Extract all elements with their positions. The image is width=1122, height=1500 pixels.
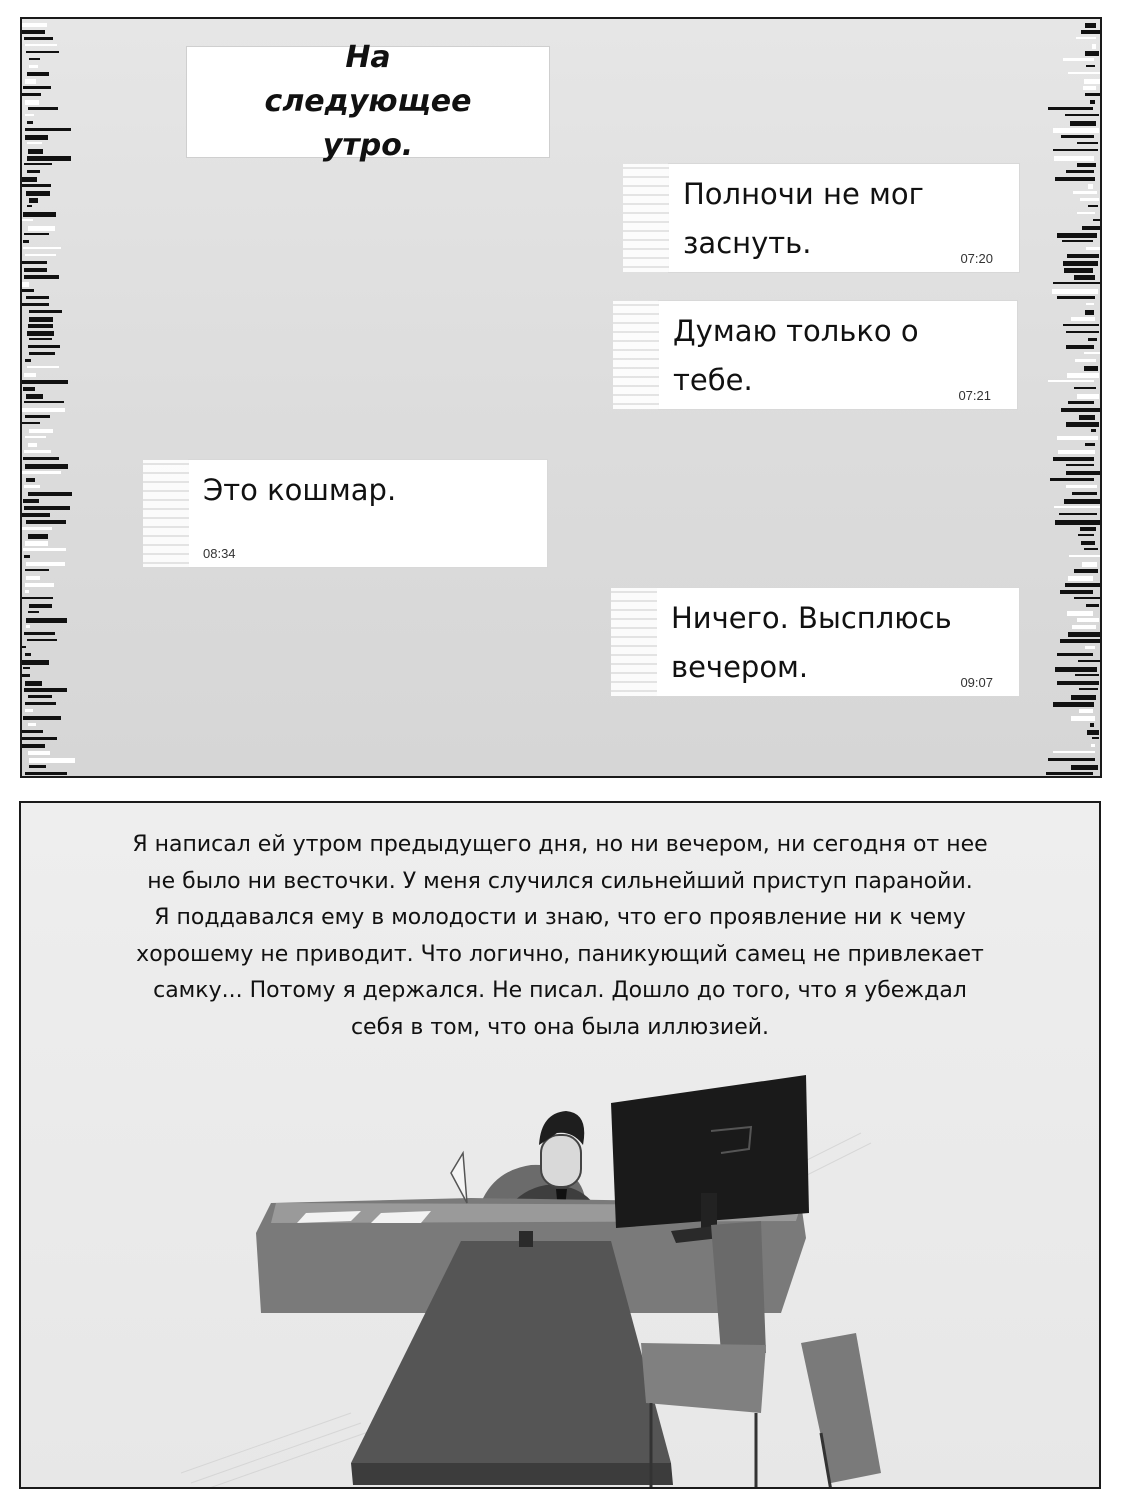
glitch-dash [27, 639, 57, 641]
glitch-dash [1079, 415, 1095, 420]
glitch-dash [1062, 240, 1093, 242]
glitch-dash [1086, 303, 1094, 305]
glitch-dash [28, 751, 50, 755]
glitch-dash [1071, 695, 1096, 700]
glitch-dash [29, 352, 55, 355]
glitch-dash [23, 457, 59, 460]
glitch-dash [24, 506, 70, 510]
glitch-dash [28, 149, 43, 154]
glitch-dash [1092, 44, 1096, 49]
glitch-dash [22, 184, 51, 187]
glitch-dash [1085, 51, 1099, 56]
glitch-dash [23, 247, 61, 249]
glitch-dash [25, 569, 49, 571]
glitch-dash [26, 625, 30, 628]
narration-line: Я написал ей утром предыдущего дня, но ни вечером, ни сегодня от нее [132, 832, 988, 857]
ghost-bubble-edge [613, 301, 659, 409]
glitch-dash [25, 100, 39, 105]
chair-right [801, 1333, 881, 1489]
glitch-dash [1075, 674, 1099, 676]
glitch-dash [1048, 380, 1094, 382]
glitch-dash [1053, 751, 1095, 753]
glitch-dash [1084, 352, 1100, 354]
glitch-dash [1077, 618, 1099, 622]
glitch-dash [1068, 576, 1093, 581]
message-time: 08:34 [203, 546, 236, 561]
glitch-dash [1057, 233, 1097, 238]
glitch-dash [1085, 443, 1095, 446]
glitch-dash [1067, 373, 1099, 378]
glitch-dash [1074, 275, 1095, 280]
glitch-dash [28, 226, 55, 231]
glitch-dash [22, 737, 57, 740]
glitch-dash [1063, 58, 1094, 61]
glitch-dash [23, 86, 51, 89]
glitch-dash [23, 240, 29, 243]
glitch-dash [1069, 555, 1100, 557]
ghost-bubble-edge [623, 164, 669, 272]
glitch-dash [22, 730, 43, 733]
glitch-dash [25, 79, 36, 84]
glitch-dash [1060, 590, 1093, 594]
glitch-dash [1074, 387, 1096, 389]
glitch-dash [23, 499, 39, 503]
caption-text: На следующее утро. [264, 40, 472, 163]
glitch-dash [24, 163, 52, 165]
glitch-dash [22, 282, 29, 287]
glitch-dash [27, 142, 42, 144]
glitch-dash [24, 632, 55, 635]
glitch-dash [1085, 310, 1094, 315]
desk-lamp [451, 1153, 467, 1203]
glitch-dash [1063, 324, 1099, 326]
glitch-dash [27, 72, 49, 76]
glitch-dash [1064, 268, 1093, 273]
glitch-dash [1092, 737, 1099, 739]
glitch-dash [25, 128, 71, 131]
glitch-dash [22, 674, 30, 677]
glitch-dash [1053, 149, 1098, 151]
narration-panel [19, 801, 1101, 1489]
glitch-dash [1066, 170, 1094, 173]
glitch-dash [1071, 317, 1095, 321]
glitch-dash [1091, 744, 1095, 747]
narration-text [81, 827, 1039, 1046]
ghost-bubble-edge [143, 460, 189, 567]
glitch-dash [24, 450, 51, 453]
glitch-dash [1080, 527, 1096, 531]
glitch-dash [1065, 583, 1100, 587]
glitch-dash [25, 135, 48, 140]
glitch-dash [1085, 646, 1095, 649]
glitch-dash [1077, 394, 1099, 399]
glitch-dash [25, 583, 54, 587]
message-time: 07:20 [960, 251, 993, 266]
glitch-strip-left [22, 19, 84, 776]
glitch-dash [25, 415, 50, 418]
glitch-dash [1055, 520, 1100, 525]
glitch-dash [27, 331, 54, 336]
glitch-dash [24, 233, 49, 235]
glitch-dash [26, 51, 59, 53]
glitch-dash [1070, 121, 1096, 126]
message-bubble [658, 300, 1018, 410]
glitch-dash [25, 681, 42, 686]
glitch-dash [24, 268, 47, 272]
glitch-dash [25, 436, 46, 438]
glitch-dash [1088, 184, 1093, 189]
glitch-dash [1081, 30, 1100, 34]
glitch-dash [1061, 408, 1100, 412]
glitch-dash [1066, 485, 1097, 488]
glitch-dash [22, 303, 49, 306]
glitch-dash [1082, 562, 1097, 567]
glitch-dash [1074, 597, 1100, 599]
glitch-dash [1059, 513, 1097, 515]
glitch-dash [24, 485, 40, 488]
glitch-dash [23, 716, 61, 720]
glitch-dash [1084, 548, 1098, 550]
cup [519, 1231, 533, 1247]
glitch-dash [27, 205, 32, 207]
glitch-dash [26, 191, 50, 196]
glitch-dash [1084, 79, 1100, 84]
glitch-dash [1071, 765, 1098, 770]
glitch-dash [29, 765, 46, 768]
glitch-dash [1093, 219, 1100, 221]
glitch-dash [22, 422, 40, 424]
glitch-dash [1066, 422, 1099, 427]
glitch-dash [1066, 464, 1094, 466]
glitch-dash [26, 562, 65, 566]
glitch-dash [28, 611, 39, 613]
message-bubble [188, 459, 548, 568]
glitch-dash [25, 359, 31, 362]
glitch-dash [25, 541, 48, 546]
glitch-dash [1079, 688, 1098, 690]
glitch-dash [28, 443, 37, 447]
glitch-dash [1057, 436, 1098, 440]
message-bubble [668, 163, 1020, 273]
glitch-dash [22, 744, 45, 748]
glitch-dash [22, 646, 26, 648]
glitch-dash [1075, 359, 1096, 362]
glitch-dash [22, 471, 61, 474]
glitch-dash [1073, 191, 1097, 194]
glitch-dash [26, 576, 40, 580]
glitch-dash [29, 58, 40, 60]
glitch-dash [1058, 450, 1095, 454]
glitch-dash [1067, 611, 1093, 616]
glitch-dash [24, 688, 67, 692]
glitch-dash [29, 198, 38, 203]
glitch-dash [1061, 135, 1094, 138]
glitch-dash [26, 394, 43, 399]
glitch-dash [1066, 331, 1099, 333]
glitch-dash [1068, 72, 1100, 74]
glitch-dash [1053, 702, 1094, 707]
glitch-dash [1071, 716, 1095, 721]
glitch-dash [1078, 660, 1100, 662]
glitch-dash [22, 23, 47, 27]
glitch-dash [1081, 541, 1095, 545]
glitch-dash [1079, 709, 1093, 713]
glitch-dash [1077, 212, 1095, 214]
message-text: Ничего. Высплюсь вечером. [671, 601, 952, 684]
glitch-dash [25, 254, 56, 256]
glitch-dash [1046, 772, 1093, 775]
table-edge [351, 1463, 673, 1485]
glitch-dash [1066, 345, 1094, 349]
glitch-dash [1082, 226, 1100, 230]
glitch-dash [1090, 723, 1094, 727]
glitch-dash [23, 212, 56, 217]
glitch-dash [24, 373, 36, 377]
glitch-dash [29, 758, 75, 763]
glitch-dash [22, 93, 41, 96]
glitch-dash [1064, 499, 1100, 504]
glitch-dash [22, 30, 45, 34]
message-time: 09:07 [960, 675, 993, 690]
glitch-dash [26, 478, 35, 482]
glitch-dash [1066, 471, 1100, 475]
glitch-dash [1050, 478, 1094, 481]
glitch-dash [29, 429, 53, 433]
glitch-dash [25, 709, 33, 712]
glitch-dash [1048, 758, 1095, 761]
glitch-dash [1054, 506, 1100, 508]
glitch-dash [27, 170, 40, 173]
glitch-dash [23, 548, 66, 551]
glitch-dash [25, 114, 34, 116]
glitch-dash [22, 261, 47, 264]
glitch-dash [1090, 100, 1095, 104]
ghost-bubble-edge [611, 588, 657, 696]
glitch-dash [26, 520, 66, 524]
glitch-dash [25, 702, 56, 705]
glitch-dash [22, 597, 53, 599]
glitch-dash [22, 380, 68, 384]
glitch-dash [22, 219, 33, 221]
glitch-dash [1053, 282, 1100, 284]
glitch-dash [1077, 142, 1098, 144]
glitch-dash [1085, 23, 1096, 28]
glitch-dash [1048, 107, 1093, 110]
glitch-dash [1054, 156, 1094, 161]
glitch-dash [1068, 632, 1100, 637]
glitch-dash [28, 723, 36, 726]
glitch-dash [1057, 653, 1093, 656]
glitch-dash [28, 345, 60, 348]
glitch-dash [27, 121, 33, 124]
glitch-dash [28, 695, 52, 698]
message-time: 07:21 [958, 388, 991, 403]
narration-line: Я поддавался ему в молодости и знаю, что его проявление ни к чему [154, 905, 966, 930]
glitch-dash [26, 618, 67, 623]
glitch-dash [27, 366, 59, 368]
glitch-dash [25, 590, 29, 593]
glitch-dash [1083, 86, 1096, 90]
glitch-dash [1086, 65, 1095, 67]
glitch-dash [27, 156, 71, 161]
glitch-dash [22, 289, 34, 292]
glitch-dash [1055, 667, 1097, 672]
glitch-dash [1091, 429, 1096, 432]
glitch-dash [1072, 492, 1097, 495]
glitch-dash [28, 107, 58, 110]
glitch-dash [1055, 177, 1095, 181]
glitch-dash [25, 44, 57, 46]
message-text: Полночи не мог заснуть. [683, 177, 924, 260]
narration-line: не было ни весточки. У меня случился сильнейший приступ паранойи. [147, 868, 973, 894]
glitch-dash [1053, 457, 1094, 461]
narration-line: себя в том, что она была иллюзией. [350, 1014, 770, 1040]
glitch-dash [28, 324, 53, 328]
glitch-dash [23, 387, 35, 391]
glitch-dash [1080, 198, 1099, 201]
glitch-dash [1088, 338, 1097, 341]
glitch-dash [24, 37, 53, 40]
glitch-dash [22, 527, 52, 530]
message-bubble [656, 587, 1020, 697]
glitch-dash [25, 772, 67, 775]
glitch-dash [1060, 639, 1100, 643]
glitch-dash [1084, 366, 1098, 371]
glitch-dash [1088, 205, 1098, 207]
glitch-dash [1072, 625, 1096, 629]
glitch-dash [1086, 247, 1100, 250]
glitch-dash [29, 604, 52, 608]
glitch-dash [29, 65, 38, 68]
glitch-strip-right [1038, 19, 1100, 776]
glitch-dash [1052, 289, 1098, 294]
glitch-dash [1086, 604, 1099, 607]
glitch-dash [1067, 254, 1099, 258]
glitch-dash [23, 667, 30, 669]
glitch-dash [1077, 163, 1096, 167]
glitch-dash [22, 177, 37, 182]
glitch-dash [28, 492, 72, 496]
glitch-dash [22, 513, 50, 517]
glitch-dash [24, 401, 64, 403]
glitch-dash [1078, 534, 1094, 536]
office-scene-illustration [21, 1053, 1101, 1489]
glitch-dash [26, 296, 49, 299]
glitch-dash [29, 338, 52, 340]
glitch-dash [1074, 569, 1098, 573]
glitch-dash [29, 310, 62, 313]
glitch-dash [25, 464, 68, 469]
glitch-dash [1068, 401, 1094, 404]
message-text: Это кошмар. [203, 473, 397, 507]
glitch-dash [1063, 261, 1098, 266]
glitch-dash [24, 555, 30, 558]
glitch-dash [1085, 93, 1100, 96]
narration-line: хорошему не приводит. Что логично, паникующий самец не привлекает [136, 941, 984, 967]
glitch-dash [22, 408, 65, 412]
glitch-dash [22, 660, 49, 665]
message-text: Думаю только о тебе. [673, 314, 919, 397]
glitch-dash [1057, 681, 1099, 685]
glitch-dash [1087, 730, 1099, 735]
glitch-dash [1057, 296, 1095, 299]
glitch-dash [1076, 37, 1096, 39]
glitch-dash [29, 317, 53, 322]
glitch-dash [24, 275, 59, 279]
narration-line: самку... Потому я держался. Не писал. Дошло до того, что я убеждал [153, 978, 967, 1003]
chat-panel [20, 17, 1102, 778]
glitch-dash [1065, 114, 1099, 116]
glitch-dash [28, 534, 48, 539]
glitch-dash [25, 653, 31, 656]
glitch-dash [1053, 128, 1099, 133]
caption-box [186, 40, 550, 163]
